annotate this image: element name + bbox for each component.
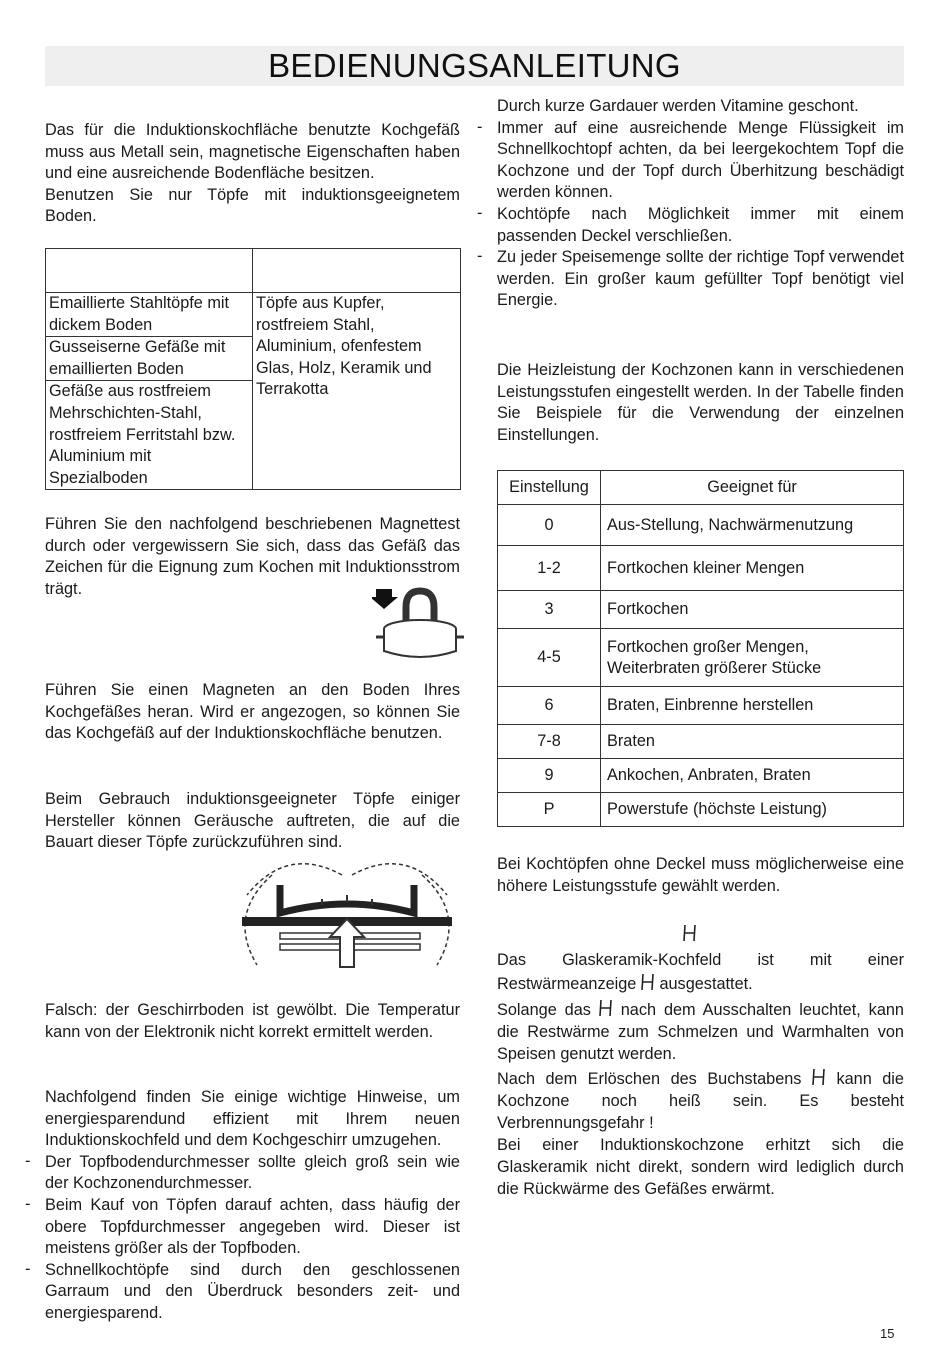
rw3a: Nach dem Erlöschen des Buchstabens bbox=[497, 1070, 802, 1088]
bullet-1 bbox=[25, 1151, 460, 1195]
unsuitable-pots: Töpfe aus Kupfer, rostfreiem Stahl, Aluminium, ofenfestem Glas, Holz, Keramik und Terrakotta bbox=[253, 293, 461, 490]
no-lid-block bbox=[497, 854, 904, 897]
bullet-2 bbox=[25, 1194, 460, 1260]
setting-level: 9 bbox=[498, 759, 601, 793]
setting-use: Aus-Stellung, Nachwärmenutzung bbox=[601, 505, 904, 546]
bullet-6 bbox=[477, 247, 904, 312]
magnet-hint-text: Führen Sie einen Magneten an den Boden Ihres Kochgefäßes heran. Wird er angezogen, so können Sie das Kochgefäß auf der Induktionskochfläche benutzen. bbox=[45, 681, 460, 743]
setting-level: 1-2 bbox=[498, 546, 601, 591]
setting-level: 7-8 bbox=[498, 725, 601, 759]
setting-use: Powerstufe (höchste Leistung) bbox=[601, 793, 904, 827]
residual-heat-h-icon bbox=[599, 999, 613, 1017]
curved-pot-bottom-diagram bbox=[232, 855, 460, 997]
dash-icon: - bbox=[477, 247, 483, 266]
setting-use: Braten bbox=[601, 725, 904, 759]
rw3b: kann die Kochzone noch heiß sein. Es besteht Verbrennungsgefahr ! bbox=[497, 1070, 904, 1132]
wrong-block bbox=[45, 1000, 460, 1043]
setting-level: 0 bbox=[498, 505, 601, 546]
setting-use: Fortkochen großer Mengen, Weiterbraten größerer Stücke bbox=[601, 629, 904, 687]
residual-heat-text-4: Bei einer Induktionskochzone erhitzt sich die Glaskeramik nicht direkt, sondern wird lediglich durch die Rückwärme des Gefäßes erwärmt. bbox=[497, 1136, 904, 1198]
setting-use: Fortkochen kleiner Mengen bbox=[601, 546, 904, 591]
dash-icon: - bbox=[25, 1151, 31, 1170]
suitable-pot-3: Gefäße aus rostfreiem Mehrschichten-Stahl, rostfreiem Ferritstahl bzw. Aluminium mit Spezialboden bbox=[46, 381, 253, 490]
bullet-4 bbox=[477, 117, 904, 204]
bullet-5-text: Kochtöpfe nach Möglichkeit immer mit einem passenden Deckel verschließen. bbox=[497, 204, 904, 245]
settings-header-use: Geeignet für bbox=[601, 471, 904, 505]
bullet-3 bbox=[25, 1259, 460, 1325]
noise-block bbox=[45, 789, 460, 854]
setting-level: 3 bbox=[498, 591, 601, 629]
hints-block bbox=[25, 1087, 460, 1325]
settings-header-level: Einstellung bbox=[498, 471, 601, 505]
dash-icon: - bbox=[477, 203, 483, 222]
residual-heat-text-3 bbox=[497, 1068, 904, 1134]
rw1b: ausgestattet. bbox=[659, 975, 753, 993]
bullet-3-text: Schnellkochtöpfe sind durch den geschlossenen Garraum und den Überdruck besonders zeit- und energiesparend. bbox=[45, 1260, 460, 1322]
right-hints-block bbox=[477, 96, 904, 312]
residual-heat-h-icon bbox=[683, 924, 697, 942]
bullet-5 bbox=[477, 203, 904, 247]
settings-table bbox=[497, 470, 904, 827]
heat-intro-text: Die Heizleistung der Kochzonen kann in verschiedenen Leistungsstufen eingestellt werden. In der Tabelle finden Sie Beispiele für die Verwendung der einzelnen Einstellungen. bbox=[497, 361, 904, 444]
suitable-pot-2: Gusseiserne Gefäße mit emaillierten Boden bbox=[46, 337, 253, 381]
page-title: BEDIENUNGSANLEITUNG bbox=[45, 46, 904, 86]
setting-level: 6 bbox=[498, 687, 601, 725]
hints-intro: Nachfolgend finden Sie einige wichtige Hinweise, um energiesparendund effizient mit Ihrem neuen Induktionskochfeld und dem Kochgeschirr umzugehen. bbox=[45, 1088, 460, 1150]
intro-block bbox=[45, 120, 460, 228]
setting-use: Fortkochen bbox=[601, 591, 904, 629]
rw2a: Solange das bbox=[497, 1001, 591, 1019]
no-lid-text: Bei Kochtöpfen ohne Deckel muss möglicherweise eine höhere Leistungsstufe gewählt werden. bbox=[497, 855, 904, 895]
dash-icon: - bbox=[25, 1194, 31, 1213]
page-number: 15 bbox=[880, 1326, 895, 1341]
residual-heat-h-icon bbox=[812, 1068, 826, 1086]
noise-text: Beim Gebrauch induktionsgeeigneter Töpfe einiger Hersteller können Geräusche auftreten, die auf die Bauart dieser Töpfe zurückzuführen sind. bbox=[45, 790, 460, 852]
unsuitable-header-icon bbox=[253, 249, 461, 293]
pot-suitability-table bbox=[45, 248, 461, 490]
bullet-2-text: Beim Kauf von Töpfen darauf achten, dass häufig der obere Topfdurchmesser angegeben wird. Dieser ist meistens größer als der Topfboden. bbox=[45, 1195, 460, 1258]
residual-heat-h-icon bbox=[641, 973, 655, 991]
bullet-6-text: Zu jeder Speisemenge sollte der richtige Topf verwendet werden. Ein großer kaum gefüllter Topf benötigt viel Energie. bbox=[497, 248, 904, 310]
magnet-test-text: Führen Sie den nachfolgend beschriebenen Magnettest durch oder vergewissern Sie sich, dass das Gefäß das Zeichen für die Eignung zum Kochen mit Induktionsstrom trägt. bbox=[45, 515, 460, 598]
suitable-header-icon bbox=[46, 249, 253, 293]
bullet-4-text: Immer auf eine ausreichende Menge Flüssigkeit im Schnellkochtopf achten, da bei leergekochtem Topf die Kochzone und der Topf durch Überhitzung beschädigt werden können. bbox=[497, 118, 904, 202]
setting-use: Braten, Einbrenne herstellen bbox=[601, 687, 904, 725]
wrong-text: Falsch: der Geschirrboden ist gewölbt. Die Temperatur kann von der Elektronik nicht korrekt ermittelt werden. bbox=[45, 1001, 460, 1041]
dash-icon: - bbox=[25, 1259, 31, 1278]
residual-heat-text-2 bbox=[497, 999, 904, 1065]
bullet-1-text: Der Topfbodendurchmesser sollte gleich groß sein wie der Kochzonendurchmesser. bbox=[45, 1152, 460, 1193]
magnet-pot-icon bbox=[372, 585, 464, 665]
suitable-pot-1: Emaillierte Stahltöpfe mit dickem Boden bbox=[46, 293, 253, 337]
heat-intro-block bbox=[497, 360, 904, 446]
intro-text: Das für die Induktionskochfläche benutzte Kochgefäß muss aus Metall sein, magnetische Eigenschaften haben und eine ausreichende Bodenfläche besitzen. bbox=[45, 121, 460, 183]
setting-use: Ankochen, Anbraten, Braten bbox=[601, 759, 904, 793]
dash-icon: - bbox=[477, 117, 483, 136]
residual-heat-block bbox=[497, 948, 904, 1200]
continued-text: Durch kurze Gardauer werden Vitamine geschont. bbox=[497, 97, 859, 115]
setting-level: 4-5 bbox=[498, 629, 601, 687]
intro-text-2: Benutzen Sie nur Töpfe mit induktionsgeeignetem Boden. bbox=[45, 185, 460, 226]
magnet-hint-block bbox=[45, 680, 460, 745]
rw1a: Das Glaskeramik-Kochfeld ist mit einer Restwärmeanzeige bbox=[497, 951, 904, 993]
rw2b: nach dem Ausschalten leuchtet, kann die Restwärme zum Schmelzen und Warmhalten von Speisen genutzt werden. bbox=[497, 1001, 904, 1063]
residual-heat-text-1 bbox=[497, 948, 904, 996]
setting-level: P bbox=[498, 793, 601, 827]
